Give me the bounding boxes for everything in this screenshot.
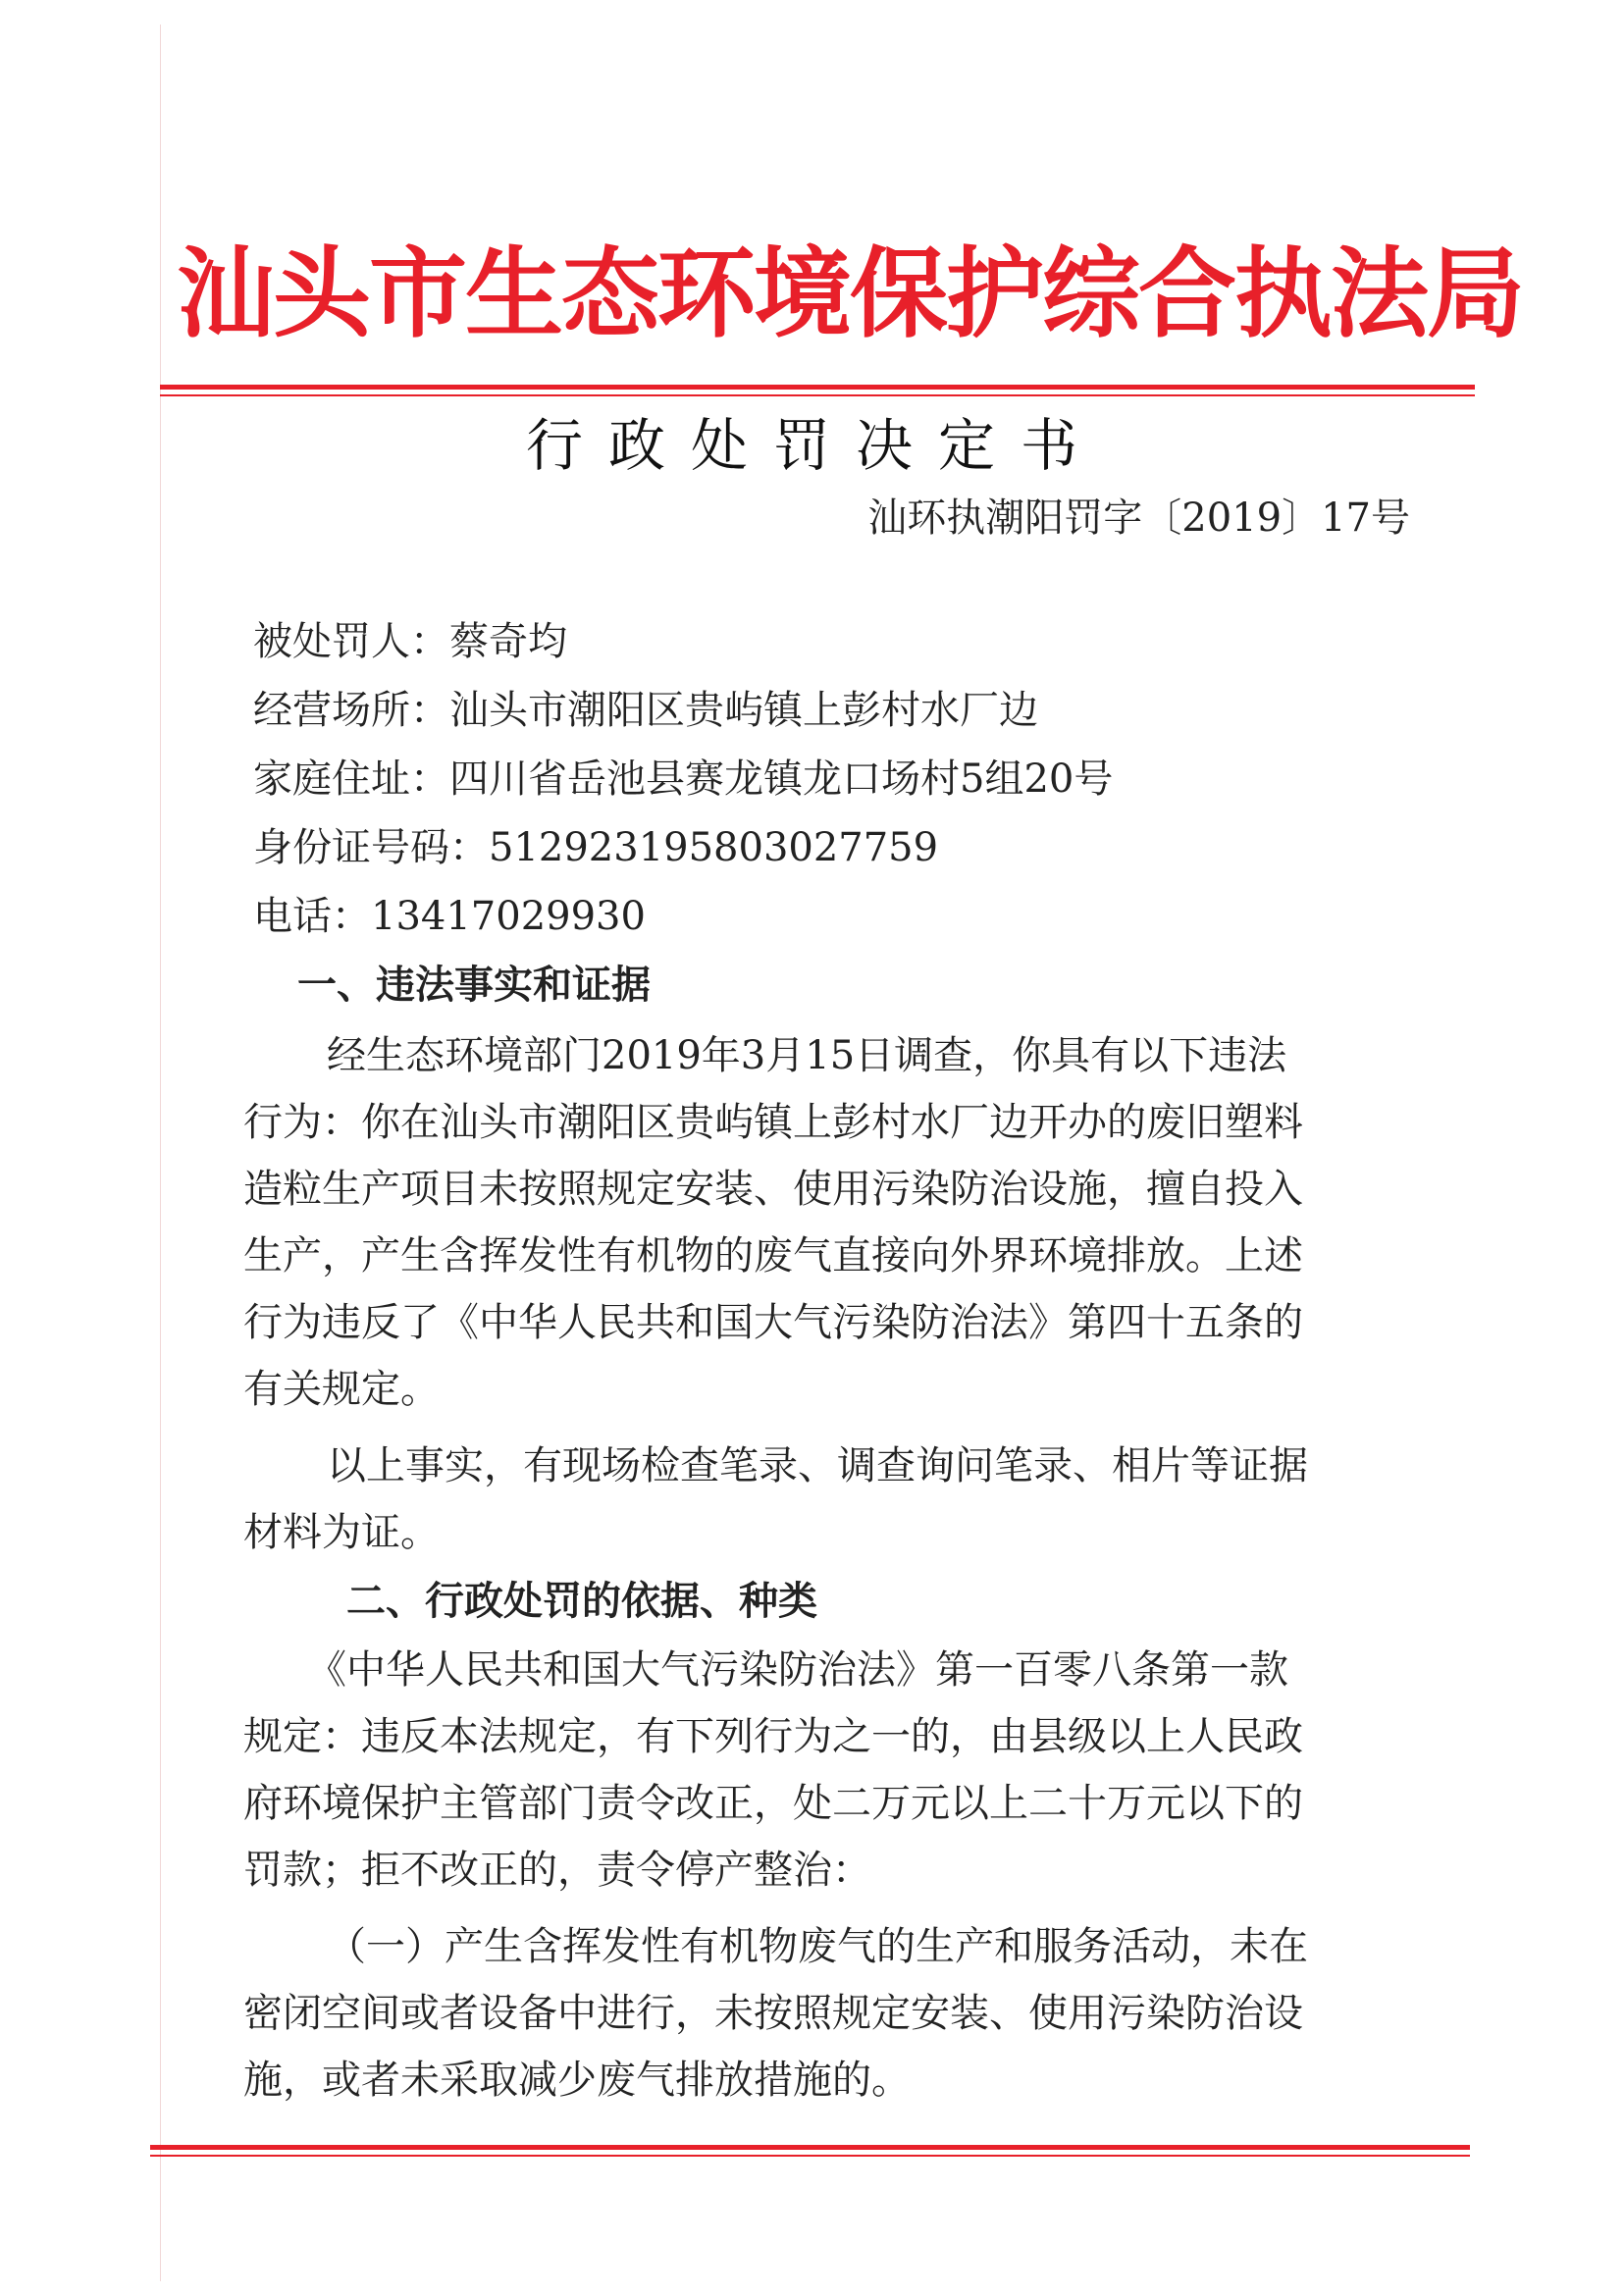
section2-para1-line: 《中华人民共和国大气污染防治法》第一百零八条第一款 [307,1647,1288,1693]
section1-para2-line: 以上事实，有现场检查笔录、调查询问笔录、相片等证据 [327,1443,1308,1488]
section1-heading: 一、违法事实和证据 [297,963,651,1008]
party-business-location: 经营场所：汕头市潮阳区贵屿镇上彭村水厂边 [253,688,1038,733]
footer-red-rule-thick [150,2145,1470,2150]
section1-para1-line: 生产，产生含挥发性有机物的废气直接向外界环境排放。上述 [243,1233,1303,1278]
section2-para1-line: 府环境保护主管部门责令改正，处二万元以上二十万元以下的 [243,1781,1303,1826]
section2-heading: 二、行政处罚的依据、种类 [346,1579,817,1624]
party-phone: 电话：13417029930 [253,894,646,939]
section2-para1-line: 规定：违反本法规定，有下列行为之一的，由县级以上人民政 [243,1714,1303,1759]
section1-para1-line: 行为违反了《中华人民共和国大气污染防治法》第四十五条的 [243,1300,1303,1345]
header-red-rule-thick [160,385,1475,390]
section2-para2-line: 施，或者未采取减少废气排放措施的。 [243,2058,911,2103]
section2-para2-line: 密闭空间或者设备中进行，未按照规定安装、使用污染防治设 [243,1991,1303,2036]
page-margin-line [160,25,161,2281]
section1-para2-line: 材料为证。 [243,1510,440,1555]
party-id-number: 身份证号码：512923195803027759 [253,825,939,870]
header-red-rule-thin [160,394,1475,396]
party-home-address: 家庭住址：四川省岳池县赛龙镇龙口场村5组20号 [253,756,1114,802]
section1-para1-line: 行为：你在汕头市潮阳区贵屿镇上彭村水厂边开办的废旧塑料 [243,1100,1303,1145]
footer-red-rule-thin [150,2155,1470,2157]
section1-para1-line: 有关规定。 [243,1367,440,1412]
agency-header: 汕头市生态环境保护综合执法局 [177,236,1523,351]
section2-para2-line: （一）产生含挥发性有机物废气的生产和服务活动，未在 [327,1924,1308,1969]
section1-para1-line: 经生态环境部门2019年3月15日调查，你具有以下违法 [327,1033,1287,1078]
section2-para1-line: 罚款；拒不改正的，责令停产整治： [243,1848,871,1893]
party-name: 被处罚人：蔡奇均 [253,619,567,664]
document-title: 行政处罚决定书 [525,412,1103,479]
document-number: 汕环执潮阳罚字〔2019〕17号 [867,496,1410,541]
section1-para1-line: 造粒生产项目未按照规定安装、使用污染防治设施，擅自投入 [243,1167,1303,1212]
